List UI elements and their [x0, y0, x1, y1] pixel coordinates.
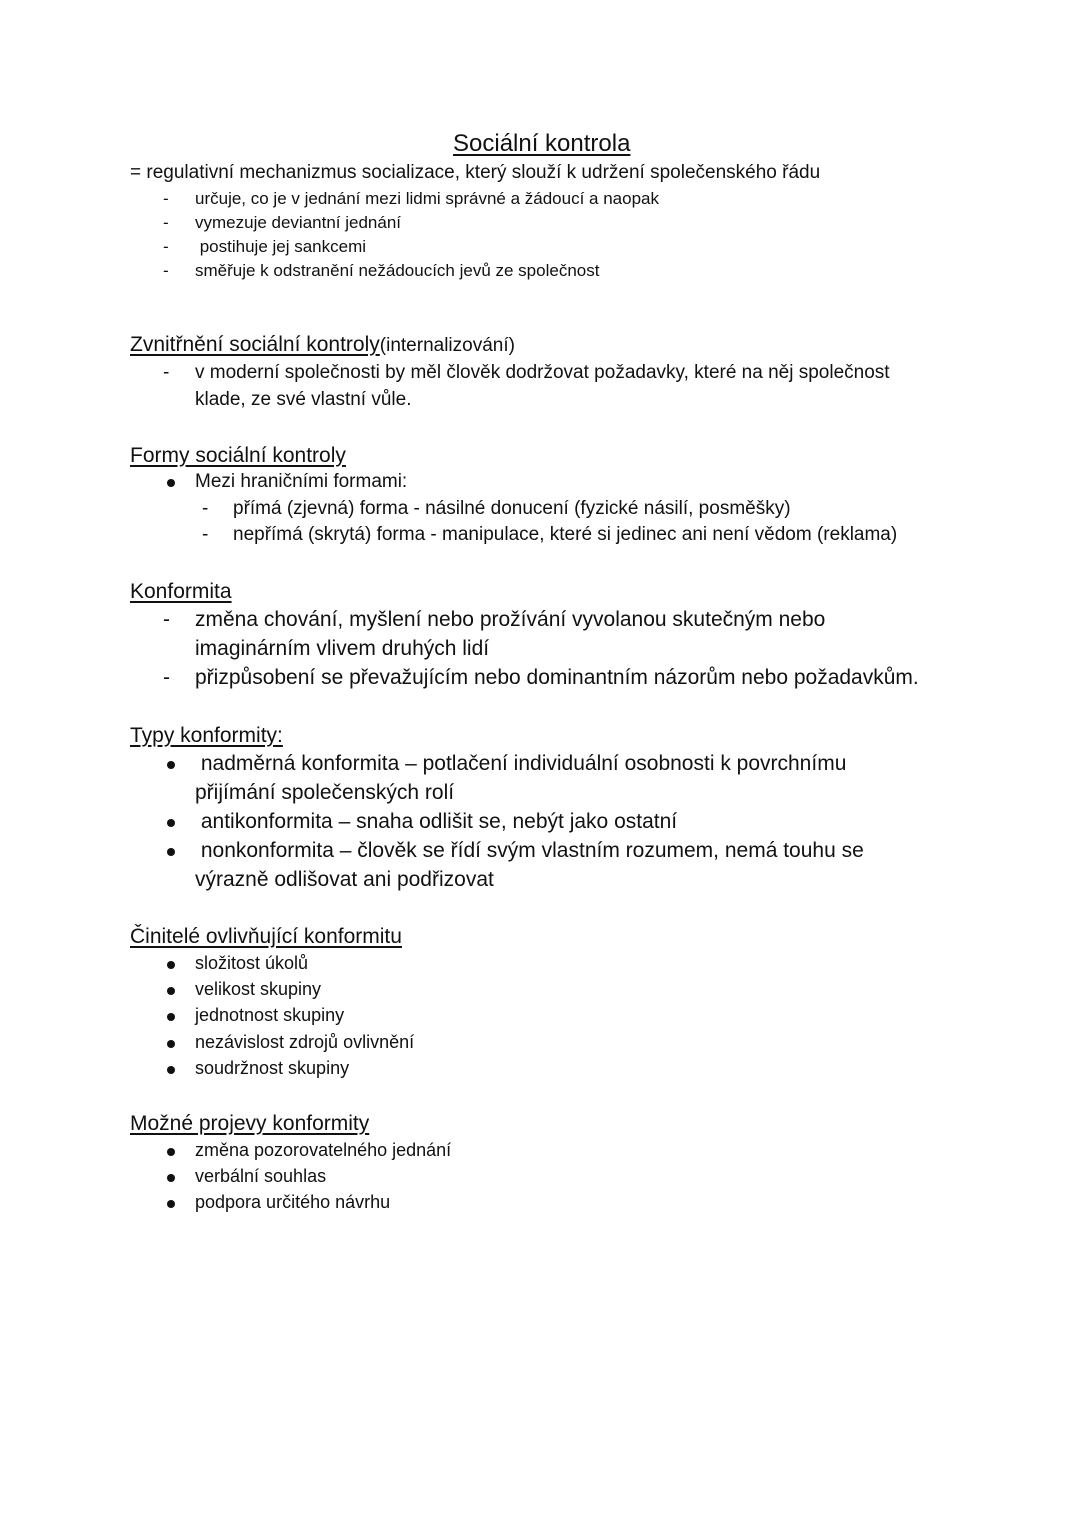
section-conformity-heading: Konformita	[130, 580, 232, 603]
section-internalization-heading	[130, 333, 515, 357]
list-item: směřuje k odstranění nežádoucích jevů ze společnost	[195, 261, 600, 280]
list-item: vymezuje deviantní jednání	[195, 213, 402, 232]
dash-icon	[163, 237, 169, 257]
list-item: verbální souhlas	[195, 1166, 327, 1186]
list-item: změna chování, myšlení nebo prožívání vyvolanou skutečným nebo	[195, 608, 826, 631]
dash-icon	[163, 213, 169, 233]
section-manifestations-heading: Možné projevy konformity	[130, 1112, 370, 1135]
section-factors-heading: Činitelé ovlivňující konformitu	[130, 925, 402, 948]
bullet-icon	[167, 1174, 175, 1182]
sub-list-item: nepřímá (skrytá) forma - manipulace, které si jedinec ani není vědom (reklama)	[233, 524, 898, 545]
list-item: Mezi hraničními formami:	[195, 471, 408, 492]
list-item: soudržnost skupiny	[195, 1058, 350, 1078]
section-forms-heading: Formy sociální kontroly	[130, 444, 346, 467]
sub-list-item: přímá (zjevná) forma - násilné donucení (fyzické násilí, posměšky)	[233, 498, 791, 519]
bullet-icon	[167, 479, 175, 487]
list-item: určuje, co je v jednání mezi lidmi správné a žádoucí a naopak	[195, 189, 659, 208]
bullet-icon	[167, 1200, 175, 1208]
list-item: podpora určitého návrhu	[195, 1192, 391, 1212]
list-item: změna pozorovatelného jednání	[195, 1140, 452, 1160]
bullet-icon	[167, 987, 175, 995]
dash-icon	[202, 498, 208, 520]
section-types-heading: Typy konformity:	[130, 724, 283, 747]
bullet-icon	[167, 1040, 175, 1048]
list-item: postihuje jej sankcemi	[195, 237, 367, 256]
list-item-continuation: imaginárním vlivem druhých lidí	[195, 637, 490, 660]
list-item-continuation: přijímání společenských rolí	[195, 781, 455, 804]
page-title: Sociální kontrola	[453, 130, 631, 157]
list-item-continuation: výrazně odlišovat ani podřizovat	[195, 868, 494, 891]
list-item: nezávislost zdrojů ovlivnění	[195, 1032, 415, 1052]
list-item: v moderní společnosti by měl člověk dodržovat požadavky, které na něj společnost	[195, 362, 890, 383]
bullet-icon	[167, 961, 175, 969]
list-item: nadměrná konformita – potlačení individuální osobnosti k povrchnímu	[195, 752, 847, 775]
dash-icon	[163, 189, 169, 209]
definition-text: = regulativní mechanizmus socializace, který slouží k udržení společenského řádu	[130, 162, 821, 183]
dash-icon	[163, 608, 170, 632]
list-item: jednotnost skupiny	[195, 1005, 345, 1025]
bullet-icon	[167, 848, 175, 856]
dash-icon	[202, 524, 208, 546]
bullet-icon	[167, 1066, 175, 1074]
dash-icon	[163, 261, 169, 281]
bullet-icon	[167, 1148, 175, 1156]
section-heading: Zvnitřnění sociální kontroly	[130, 333, 380, 356]
list-item-continuation: klade, ze své vlastní vůle.	[195, 389, 412, 410]
bullet-icon	[167, 1013, 175, 1021]
list-item: velikost skupiny	[195, 979, 322, 999]
list-item: antikonformita – snaha odlišit se, nebýt jako ostatní	[195, 810, 678, 833]
bullet-icon	[167, 819, 175, 827]
bullet-icon	[167, 761, 175, 769]
list-item: přizpůsobení se převažujícím nebo dominantním názorům nebo požadavkům.	[195, 666, 919, 689]
list-item: složitost úkolů	[195, 953, 309, 973]
list-item: nonkonformita – člověk se řídí svým vlastním rozumem, nemá touhu se	[195, 839, 864, 862]
section-heading-suffix: (internalizování)	[379, 335, 515, 356]
dash-icon	[163, 362, 169, 384]
dash-icon	[163, 666, 170, 690]
